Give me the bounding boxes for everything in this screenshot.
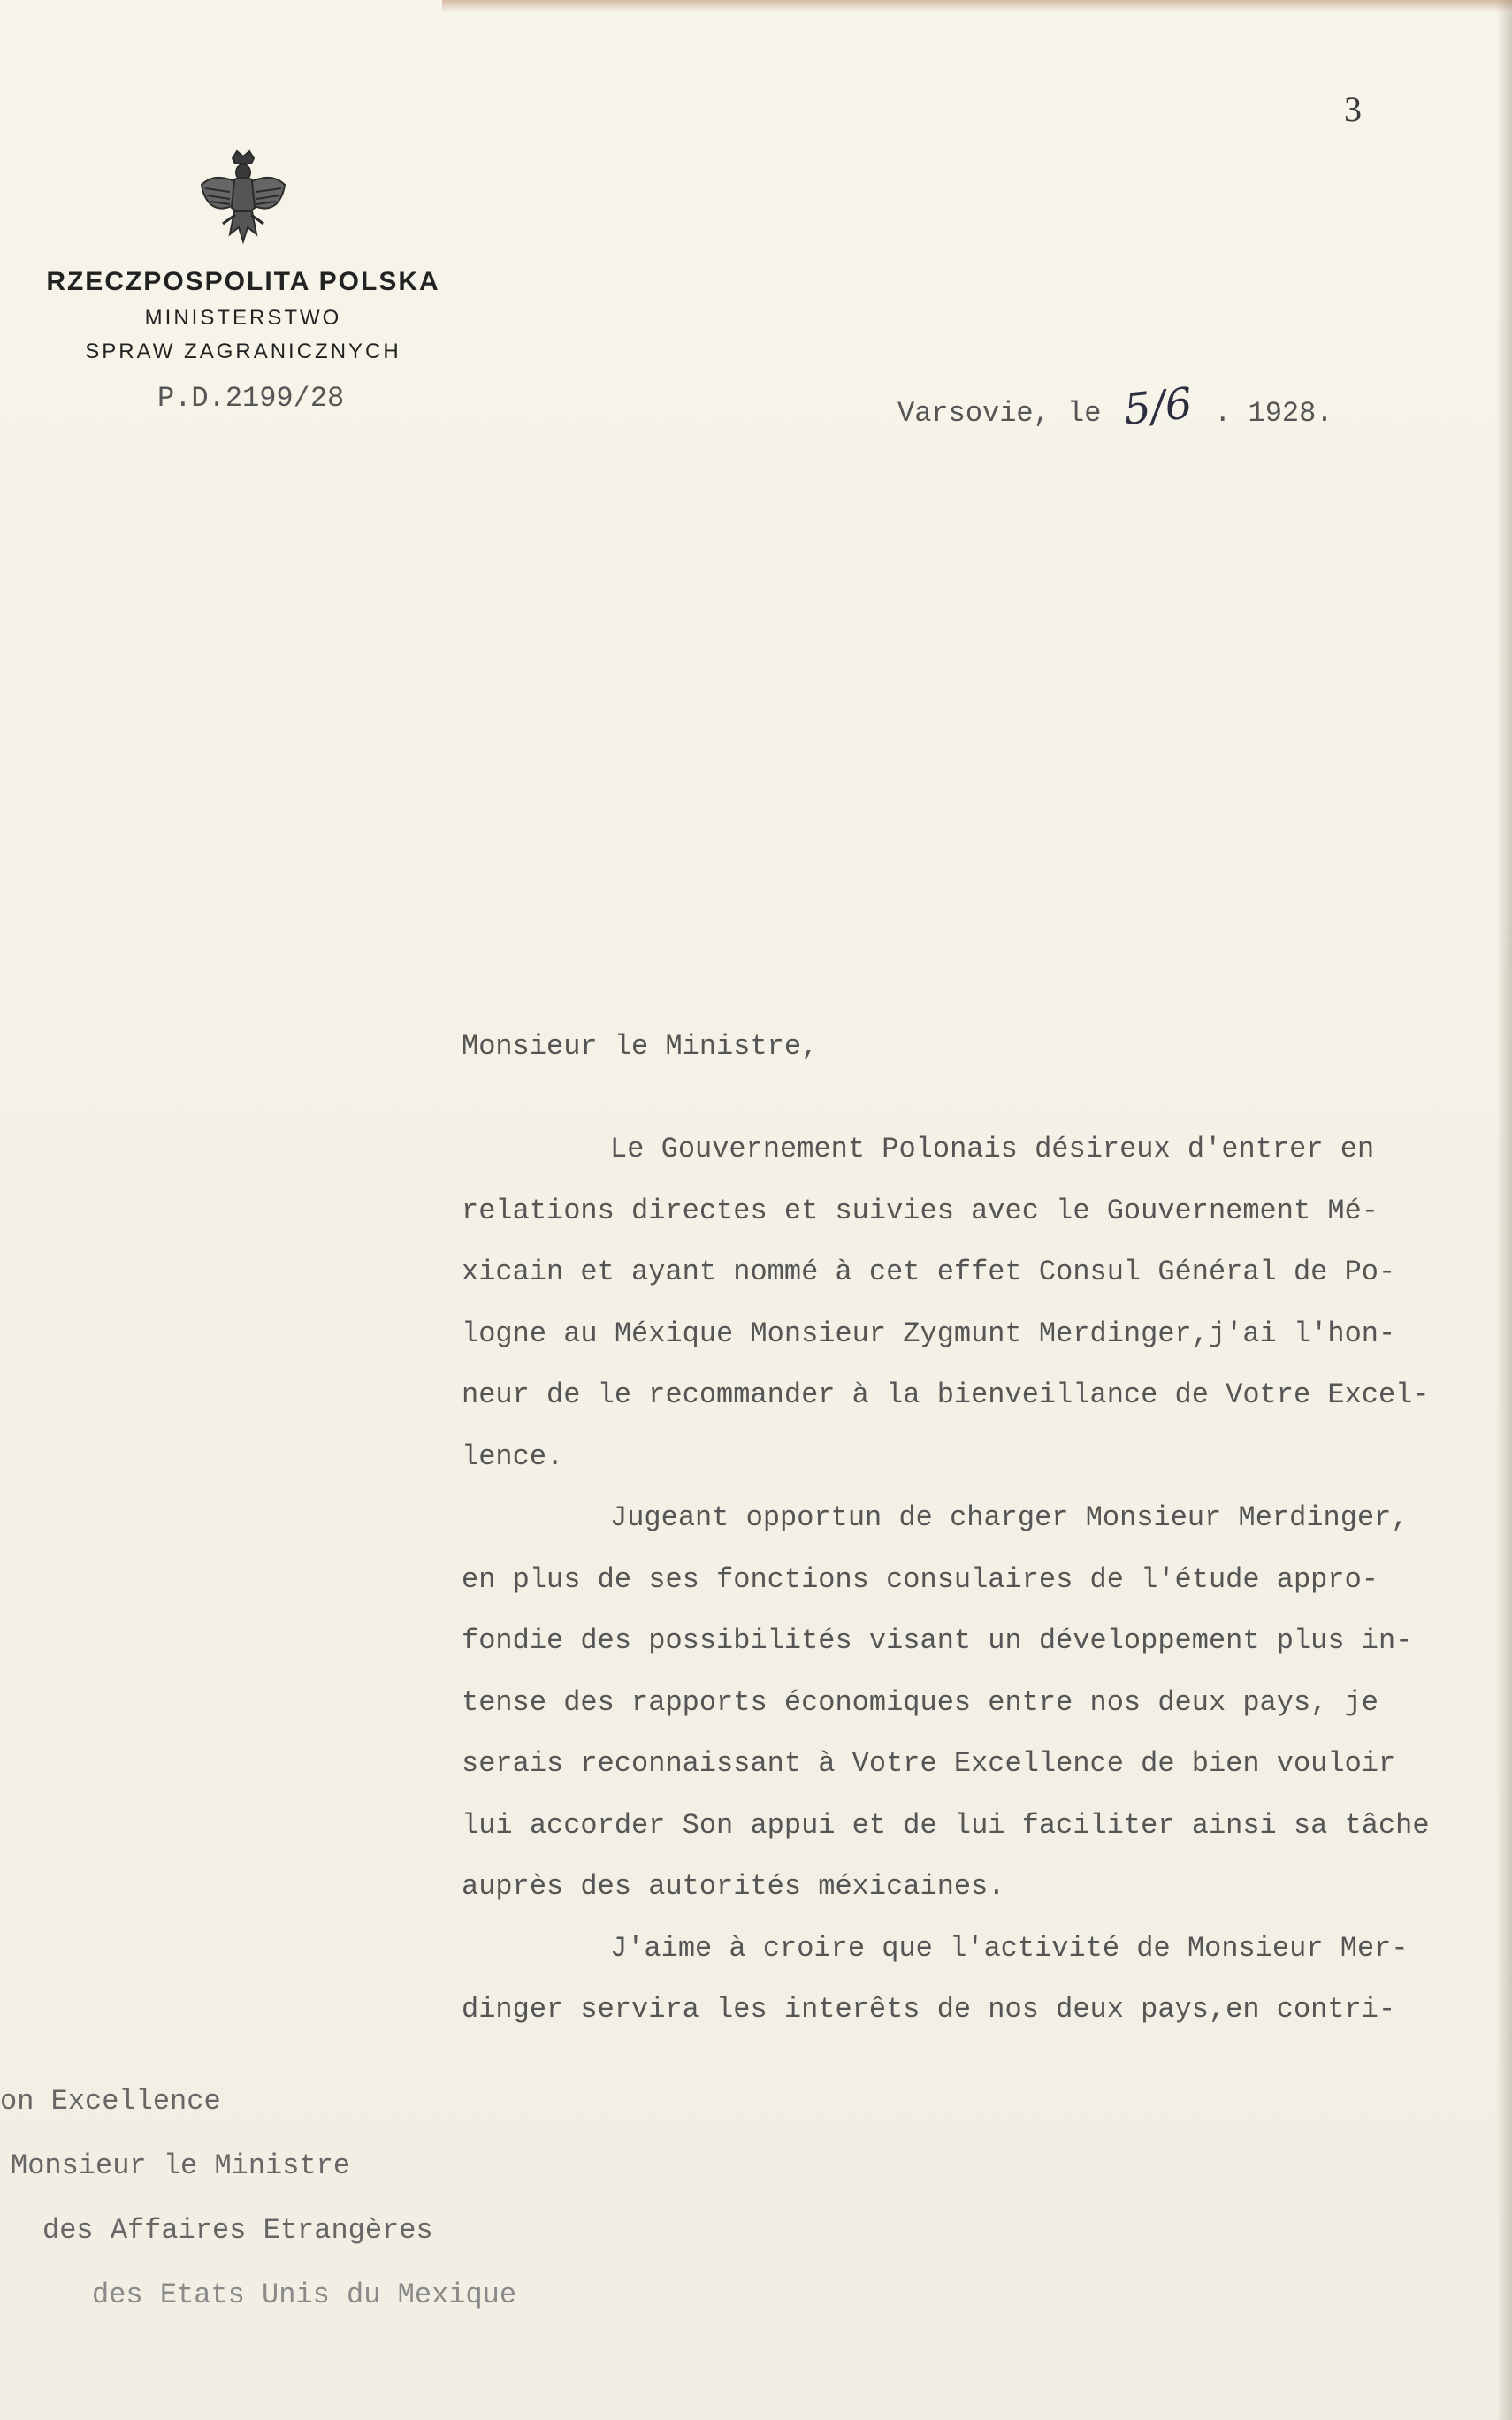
letterhead xyxy=(35,146,451,369)
dateline-place: Varsovie, le xyxy=(897,397,1102,430)
letterhead-ministry-line2: SPRAW ZAGRANICZNYCH xyxy=(85,340,401,363)
letterhead-country: RZECZPOSPOLITA POLSKA xyxy=(46,267,440,296)
body-line: dinger servira les interêts de nos deux pays,en contri- xyxy=(462,1993,1396,2026)
body-line: neur de le recommander à la bienveillance de Votre Excel- xyxy=(462,1378,1430,1411)
body-line: J'aime à croire que l'activité de Monsieur Mer- xyxy=(610,1931,1409,1965)
body-line: fondie des possibilités visant un développement plus in- xyxy=(462,1624,1413,1657)
body-line: en plus de ses fonctions consulaires de l'étude appro- xyxy=(462,1562,1378,1596)
body-line: Jugeant opportun de charger Monsieur Merdinger, xyxy=(610,1501,1409,1534)
salutation: Monsieur le Ministre, xyxy=(462,1030,819,1063)
letter-body xyxy=(462,1118,1505,2041)
body-line: relations directes et suivies avec le Gouvernement Mé- xyxy=(462,1194,1378,1227)
body-line: xicain et ayant nommé à cet effet Consul Général de Po- xyxy=(462,1256,1396,1288)
letterhead-ministry-line1: MINISTERSTWO xyxy=(144,306,342,330)
paper-edge-top xyxy=(442,0,1512,12)
dateline-year: . 1928. xyxy=(1214,397,1333,430)
body-line: lence. xyxy=(462,1439,564,1473)
addressee-block xyxy=(0,2069,516,2327)
body-line: Le Gouvernement Polonais désireux d'entrer en xyxy=(610,1133,1375,1165)
addressee-line: on Excellence xyxy=(0,2085,221,2118)
polish-eagle-emblem-icon xyxy=(195,146,292,252)
reference-number: P.D.2199/28 xyxy=(157,382,345,415)
dateline xyxy=(897,378,1333,435)
body-line: serais reconnaissant à Votre Excellence de bien vouloir xyxy=(462,1747,1396,1780)
addressee-line: des Etats Unis du Mexique xyxy=(92,2279,517,2311)
handwritten-date: 5/6 xyxy=(1120,378,1195,435)
page-number: 3 xyxy=(1344,89,1362,129)
addressee-line: Monsieur le Ministre xyxy=(11,2149,351,2182)
body-line: tense des rapports économiques entre nos deux pays, je xyxy=(462,1685,1378,1719)
body-line: lui accorder Son appui et de lui faciliter ainsi sa tâche xyxy=(462,1808,1430,1842)
body-line: auprès des autorités méxicaines. xyxy=(462,1870,1005,1903)
body-line: logne au Méxique Monsieur Zygmunt Merdinger,j'ai l'hon- xyxy=(462,1317,1396,1350)
addressee-line: des Affaires Etrangères xyxy=(42,2214,433,2247)
